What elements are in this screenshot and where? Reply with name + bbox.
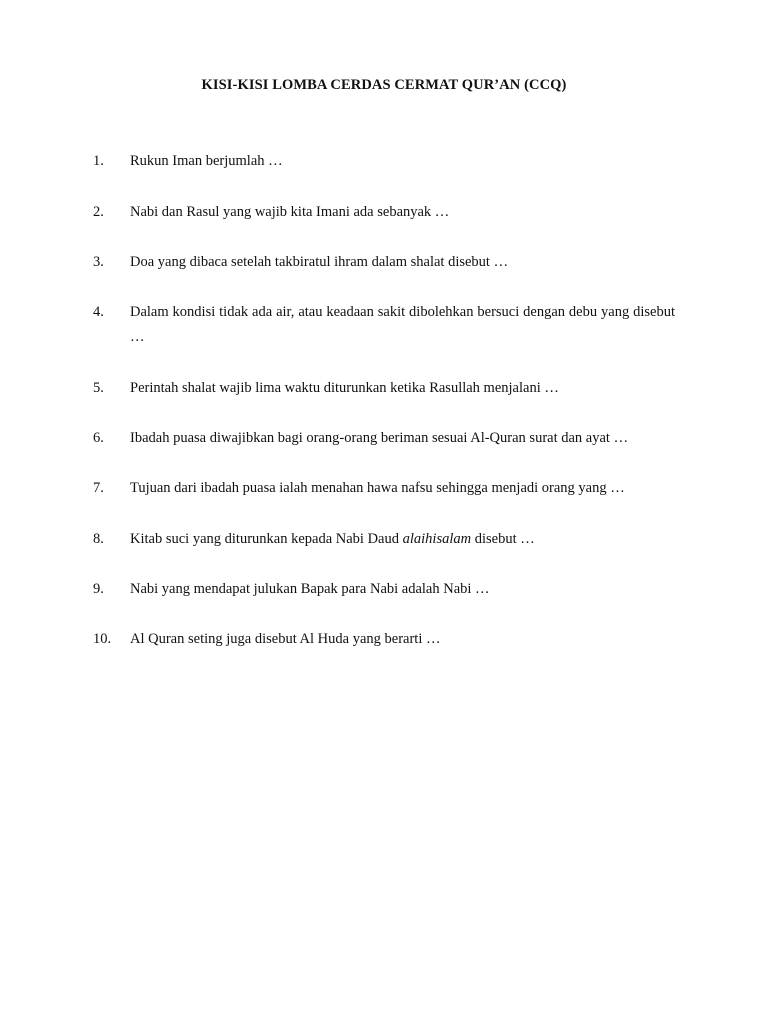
question-item-10 (93, 627, 675, 652)
question-text-after: disebut … (471, 531, 535, 547)
question-number: 6. (93, 430, 104, 446)
question-number: 10. (93, 631, 112, 647)
question-item-6 (93, 426, 675, 451)
question-number: 1. (93, 153, 104, 169)
question-item-2 (93, 200, 675, 225)
document-title: KISI-KISI LOMBA CERDAS CERMAT QUR’AN (CCQ) (201, 77, 567, 93)
question-text-italic: alaihisalam (402, 531, 472, 547)
question-text: Nabi dan Rasul yang wajib kita Imani ada sebanyak … (130, 204, 450, 220)
question-item-8 (93, 527, 675, 552)
question-text: Nabi yang mendapat julukan Bapak para Nabi adalah Nabi … (130, 581, 490, 597)
question-number: 8. (93, 531, 104, 547)
question-text (130, 527, 675, 552)
question-item-7 (93, 476, 675, 501)
question-text: Ibadah puasa diwajibkan bagi orang-orang beriman sesuai Al-Quran surat dan ayat … (130, 430, 629, 446)
question-text: Al Quran seting juga disebut Al Huda yang berarti … (130, 631, 441, 647)
question-number: 5. (93, 380, 104, 396)
question-text: Dalam kondisi tidak ada air, atau keadaan sakit dibolehkan bersuci dengan debu yang disebut … (130, 304, 675, 345)
question-number: 7. (93, 480, 104, 496)
question-item-5 (93, 376, 675, 401)
question-number: 2. (93, 204, 104, 220)
question-item-1 (93, 149, 675, 174)
question-number: 4. (93, 304, 104, 320)
question-number: 9. (93, 581, 104, 597)
question-text: Doa yang dibaca setelah takbiratul ihram dalam shalat disebut … (130, 254, 509, 270)
question-text-before: Kitab suci yang diturunkan kepada Nabi Daud (130, 531, 403, 547)
question-item-3 (93, 250, 675, 275)
question-item-4 (93, 300, 675, 350)
question-text: Tujuan dari ibadah puasa ialah menahan hawa nafsu sehingga menjadi orang yang … (130, 480, 625, 496)
question-text: Perintah shalat wajib lima waktu diturunkan ketika Rasullah menjalani … (130, 380, 559, 396)
question-number: 3. (93, 254, 104, 270)
question-text: Rukun Iman berjumlah … (130, 153, 283, 169)
question-item-9 (93, 577, 675, 602)
